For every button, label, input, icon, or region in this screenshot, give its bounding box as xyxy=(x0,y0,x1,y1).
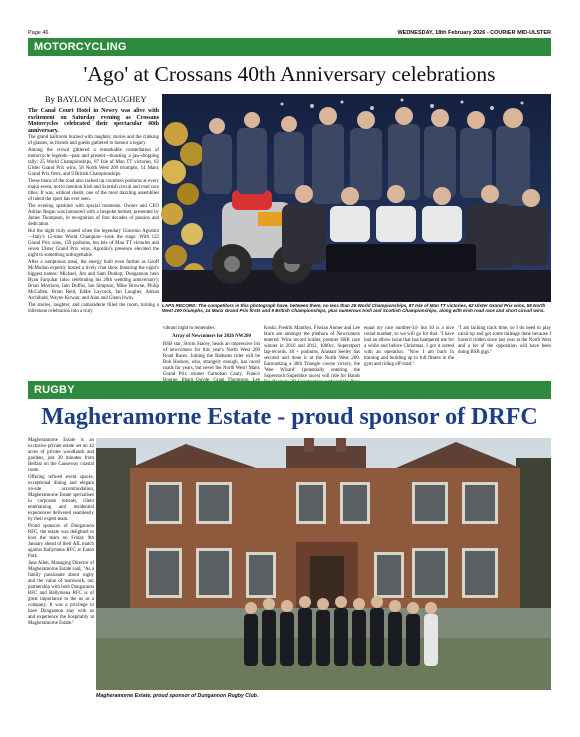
section-bar-motorcycling: MOTORCYCLING xyxy=(28,38,551,56)
motorcycling-photo-caption: LAPS RECORD: The competitors in this photograph have, between them, no less than 25 World Championships, 87 Isle of Man TT victories, 62 Ulster Grand Prix wins, 58 North West 200 triumphs, 14 Manx Grand Prix firsts and 9 British Championships, plus numerous Irish and Scottish Championships, along with Irish road race and short circuit wins. xyxy=(162,303,546,314)
motorcycling-headline: 'Ago' at Crossans 40th Anniversary celebrations xyxy=(83,62,496,86)
motorcycling-photo xyxy=(162,94,551,302)
paragraph: But the night truly soared when the legendary Giacomo Agostini—Italy's 15-time World Champion—took the stage. With 122 Grand Prix wins, 159 podiums, ten Isle of Man TT victories and seven Ulster Grand Prix wins, Agostini's presence elevated the night to something unforgettable. xyxy=(28,229,159,259)
paragraph: The stories, laughter, and camaraderie filled the room, turning a milestone celebration into a truly xyxy=(28,303,159,315)
paragraph: After a sumptuous meal, the energy built even further as Geoff McMullan expertly hosted a lively chat show featuring the night's biggest names: Michael, Jim and Sam Dunlop; Dungannon hero Ryan Farquhar (also celebrating his 20th wedding anniversary); Brian Morrison, Iain Duffus, Ian Simpson, Mike Browne, Philip McCallen, Brian Reid, Eddie Laycock, Ian Lougher, Adrian Archibald, Wayne Kirwan; and Alan and Glenn Irwin. xyxy=(28,260,159,302)
rugby-photo-caption: Magheramorne Estate, proud sponsor of Dungannon Rugby Club. xyxy=(96,693,259,699)
paragraph: Among the crowd glittered a remarkable constellation of motorcycle legends—past and present—boasting a jaw-dropping tally: 25 World Championships, 87 Isle of Man TT victories, 62 Ulster Grand Prix wins, 58 North West 200 triumphs, 14 Manx Grand Prix firsts, and 9 British Championships. xyxy=(28,148,159,178)
rugby-headline: Magheramorne Estate - proud sponsor of DRFC xyxy=(41,404,538,430)
motorcycling-column-2 xyxy=(163,326,260,376)
paragraph: Koski, Fredrik Manthys, Florian Anmer and Lee Hurn are amongst the plethora of Newcomers entered. Wins record holder, premier SBK race winner in 2010 and 2012, 1000cc, Superstport lap-records, 40 + podiums, Alastair Seeley has secured and done it at the North West 200. Earmarking a 30th Triangle course victory, the 'Wee Wizard' (potentially entering the Superstock/Superbike races) will ride for Bands xyxy=(264,326,360,379)
paragraph: Proud sponsors of Dungannon RFC, the estate was delighted to host the team on Friday 9th January ahead of their AIL match against Ballymena RFC at Eaton Park. xyxy=(28,524,94,559)
motorcycling-column-5 xyxy=(458,326,551,376)
paragraph: These titans of the road also racked up countless podiums at every major event, not to mention Irish and Scottish circuit and road race titles. It was, without doubt, one of the most dazzling assemblies of talent the sport has ever seen. xyxy=(28,179,159,203)
estate-photo-illustration xyxy=(96,438,551,690)
paragraph: "I am lacking track time, so I do need to play catch-up and get some mileage done because I haven't ridden since last year at the North West and a lot of the opposition will have been doing BSB gigs." xyxy=(458,326,551,355)
issue-date: WEDNESDAY, 18th February 2026 - COURIER MID-ULSTER xyxy=(397,30,551,36)
paragraph: BSB star, Storm Stacey, heads an impressive list of newcomers for this year's North West 200 Road Races. Joining the Bathams rider will be Rob Hodson, who, strangely enough, has raced roads for years, but never the North West! Manx Grand Prix winner Carnoban Cauty, Franco xyxy=(163,342,260,377)
page-number: Page 46 xyxy=(28,30,49,36)
paragraph: Jane Allen, Managing Director of Magheramorne Estate said, "As a family passionate about rugby and the value of teamwork, our partnership with both Dungannon RFC and Ballymena RFC is of great importance to the us as a company. It was a privilege to have Dungannon stay with us and experience the hospitality at Magheramorne Estate." xyxy=(28,561,94,626)
motorcycling-column-3 xyxy=(264,326,360,379)
byline: By BAYLON McCAUGHEY xyxy=(45,94,147,104)
group-photo-illustration xyxy=(162,94,551,302)
motorcycling-column-4 xyxy=(364,326,454,376)
rugby-column-1 xyxy=(28,438,94,734)
paragraph: The grand ballroom buzzed with laughter, stories and the clinking of glasses, as friends and guests gathered to honour a legacy. xyxy=(28,135,159,147)
subheading-newcomers: Array of Newcomers for 2026 NW200 xyxy=(172,334,251,339)
paragraph: vibrant night to remember. xyxy=(163,326,216,331)
rugby-photo xyxy=(96,438,551,690)
page-header xyxy=(28,28,551,38)
paragraph: Offering refined event spaces, exceptional dining and elegant on-site accommodation, Magheramorne Estate specialises in corporate retreats, client entertaining and residential experiences delivered seamlessly by their expert team. xyxy=(28,475,94,522)
motorcycling-column-1 xyxy=(28,108,159,376)
lead-paragraph: The Canal Court Hotel in Newry was alive with excitement on Saturday evening as Crossans Motorcycles celebrated their spectacular 40th anniversary. xyxy=(28,108,159,134)
paragraph: equal my race number-34- but 30 is a nice round number, so we will go for that. "I have had an elbow issue that has hampered me for a while and before Christmas, I got it sorted with an operation. "Now I am back in training and building up to full fitness in the gym and riding off-road." xyxy=(364,326,454,367)
paragraph: Magheramorne Estate is an exclusive private estate set on 42 acres of private woodlands and gardens, just 30 minutes from Belfast on the Causeway coastal route. xyxy=(28,438,94,473)
paragraph: The evening sparkled with special moments. Owner and CEO Adrian Regan was honoured with a bespoke helmet, presented by James Thompson, in recognition of four decades of passion and dedication. xyxy=(28,204,159,228)
section-bar-rugby: RUGBY xyxy=(28,381,551,399)
